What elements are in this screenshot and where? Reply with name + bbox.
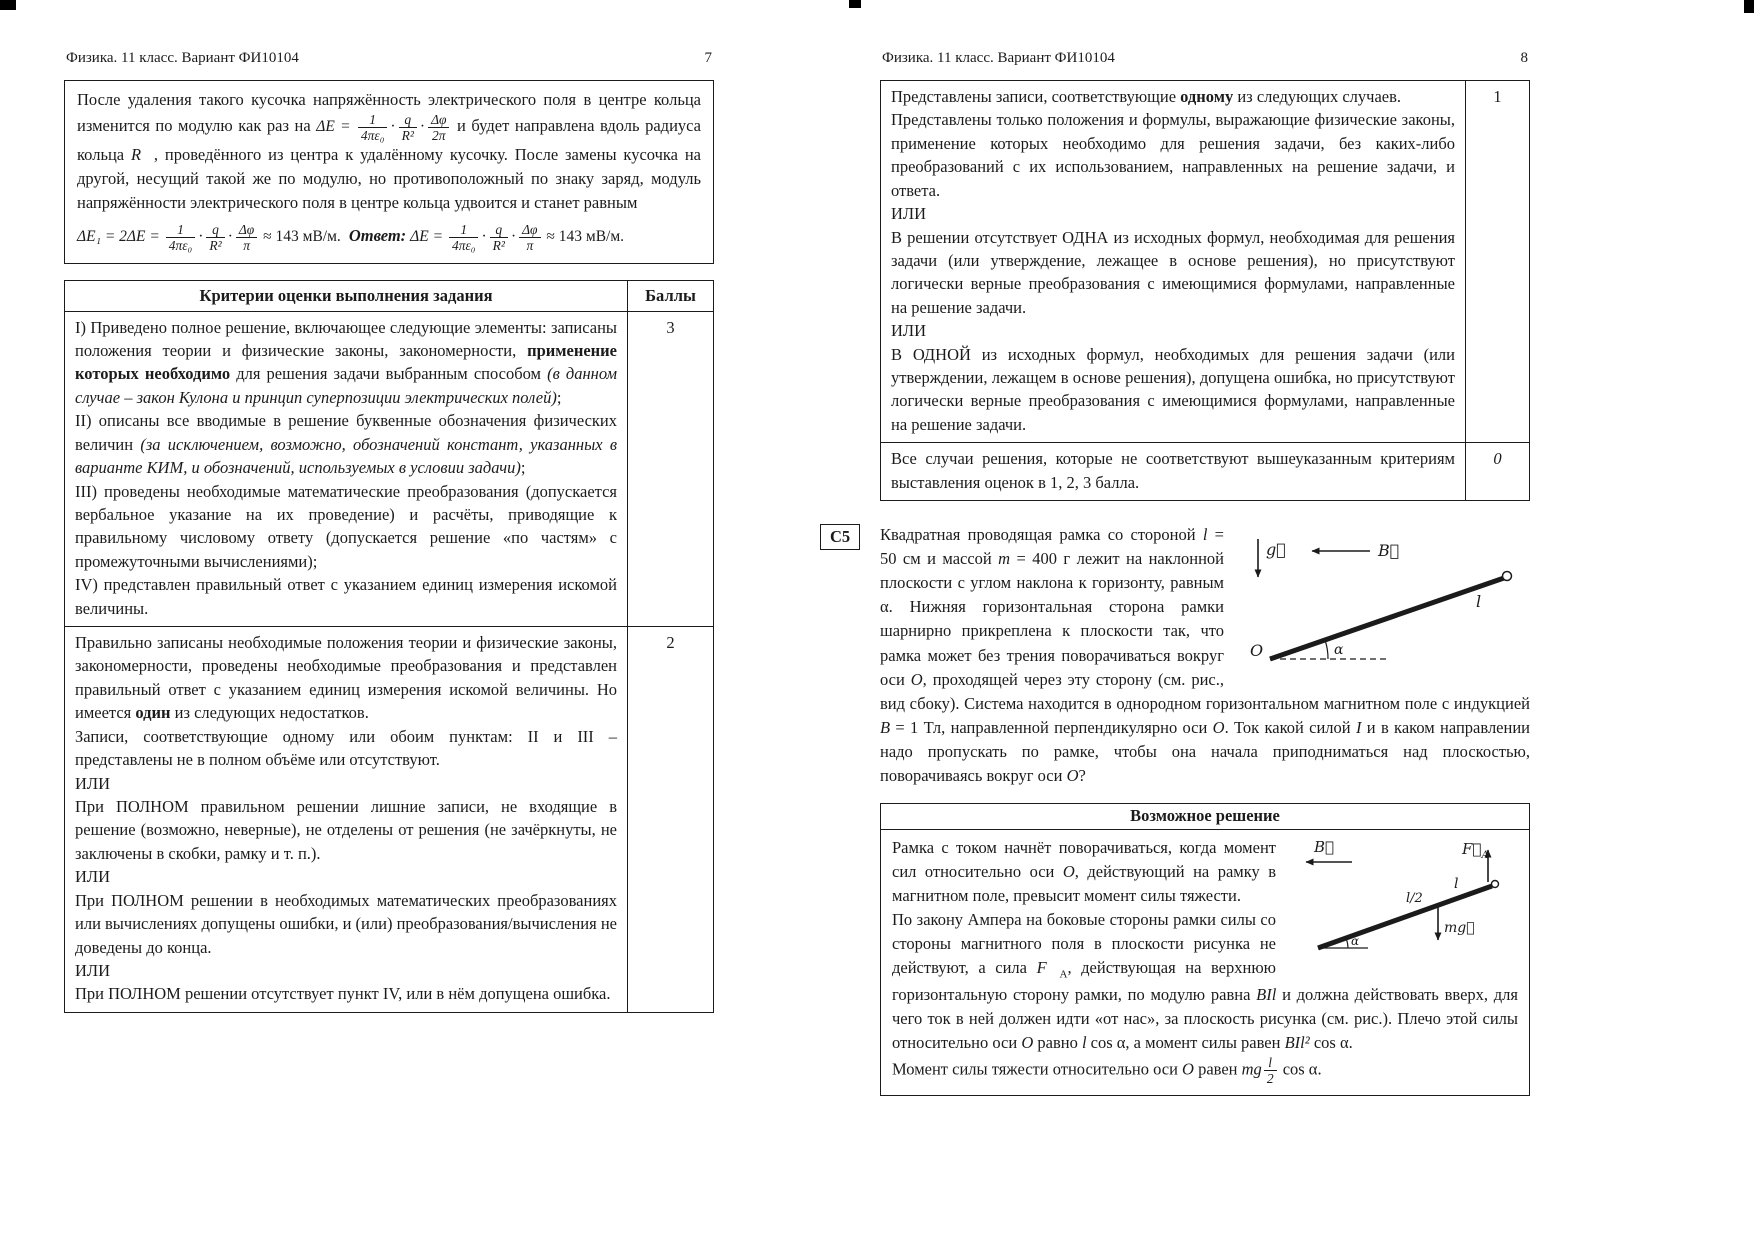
- criteria-item-4: IV) представлен правильный ответ с указанием единиц измерения искомой величины.: [75, 575, 617, 618]
- run: для решения задачи выбранным способом: [230, 364, 548, 384]
- fraction: [519, 222, 540, 253]
- field-vector-label: B⃗: [1378, 541, 1400, 561]
- document-title: Физика. 11 класс. Вариант ФИ10104: [66, 50, 299, 66]
- times-dot: ·: [510, 228, 517, 246]
- angle-arc: [1325, 640, 1328, 659]
- variable: BIl²: [1284, 1032, 1310, 1052]
- run: Представлены записи, соответствующие: [891, 87, 1181, 106]
- run: cos α, а момент силы равен: [1086, 1032, 1285, 1052]
- run: II) описаны все вводимые в решение буквенные обозначения физических величин: [75, 411, 617, 454]
- fraction: [428, 112, 449, 143]
- page-7: [64, 50, 714, 1013]
- run: = 400 г лежит на наклонной плоскости с углом наклона к горизонту, равным α. Нижняя горизонтальная сторона рамки шарнирно прикреплена к плоскости так, что рамка может без трения поворачиваться вокруг оси: [880, 549, 1224, 689]
- page-header: [64, 50, 714, 67]
- variable: O: [910, 669, 923, 689]
- criteria-cell: [65, 627, 628, 1013]
- den: π: [243, 238, 250, 254]
- num: 1: [358, 112, 388, 128]
- criteria-header-row: [65, 281, 714, 311]
- num: 1: [449, 222, 479, 238]
- ampere-force-label: [1461, 840, 1489, 861]
- criteria-row-score-1: [881, 81, 1530, 443]
- run: = 50 см и массой: [880, 525, 1224, 569]
- solution-text: После удаления такого кусочка напряжённость электрического поля в центре кольца изменится по модулю как раз на: [77, 90, 701, 136]
- gravity-vector-label: g⃗: [1266, 540, 1286, 560]
- criteria-row-score-3: [65, 311, 714, 626]
- run: ?: [1078, 765, 1086, 785]
- den: π: [526, 238, 534, 254]
- run: и в каком направлении надо пропускать по рамке, чтобы она начала приподниматься над плоскостью, поворачиваясь вокруг оси: [880, 717, 1530, 785]
- answer-label: Ответ:: [348, 226, 407, 246]
- or-separator: ИЛИ: [75, 867, 111, 887]
- radius-vector-symbol: R⃗: [131, 145, 154, 165]
- den: R²: [209, 238, 222, 254]
- rod-end-circle: [1503, 572, 1512, 581]
- rod-end-circle: [1492, 881, 1499, 888]
- fraction: [1264, 1055, 1277, 1086]
- criteria-paragraph: [891, 85, 1455, 108]
- criteria-paragraph: Записи, соответствующие одному или обоим пунктам: II и III – представлены не в полном объёме или отсутствуют.: [75, 726, 617, 770]
- criteria-cell: [881, 81, 1466, 443]
- num: Δφ: [428, 112, 449, 128]
- run: и должна действовать вверх, для чего ток в ней должен идти «от нас», за плоскость рисунка (см. рис.). Плечо этой силы относительно оси: [892, 984, 1518, 1052]
- criteria-item-3: III) проведены необходимые математические преобразования (допускается вербальное указание на их проведение) и расчёты, приводящие к правильному числовому ответу (допускается решение «по частям» с промежуточными вычислениями);: [75, 481, 617, 571]
- run: ;: [556, 387, 562, 407]
- fraction: [358, 112, 388, 143]
- den: 2: [1266, 1071, 1274, 1087]
- pivot-axis-label: O: [1250, 641, 1264, 661]
- force-subscript: А: [1481, 850, 1489, 862]
- score-value: 1: [1466, 81, 1530, 443]
- run: Правильно записаны необходимые положения теории и физические законы, закономерности, проведены необходимые преобразования и представлен правильный ответ с указанием единиц измерения искомой величины. Но имеется: [75, 633, 617, 723]
- num: Δφ: [236, 222, 257, 238]
- score-value: 2: [628, 627, 714, 1013]
- formula-lhs: ΔE =: [410, 228, 447, 246]
- rod-length-label: l: [1476, 592, 1482, 612]
- task-c5-label: С5: [820, 524, 860, 550]
- criteria-paragraph: При ПОЛНОМ решении отсутствует пункт IV, или в нём допущена ошибка.: [75, 984, 611, 1004]
- frame-rod: [1318, 886, 1492, 948]
- criteria-paragraph: Представлены только положения и формулы, выражающие физические законы, применение которых необходимо для решения задачи, без каких-либо преобразований с их использованием, направленных на решение задачи, и ответа.: [891, 110, 1455, 200]
- variable: BIl: [1256, 984, 1277, 1004]
- num: q: [490, 222, 508, 238]
- page-header: [880, 50, 1530, 67]
- criteria-paragraph: Все случаи решения, которые не соответствуют вышеуказанным критериям выставления оценок в 1, 2, 3 балла.: [891, 449, 1455, 492]
- force-symbol: F⃗: [1462, 840, 1482, 859]
- variable: l: [1202, 525, 1208, 545]
- variable: I: [1355, 717, 1362, 737]
- times-dot: ·: [227, 228, 233, 246]
- formula-result: ≈ 143 мВ/м.: [542, 228, 625, 246]
- run: ;: [520, 458, 526, 478]
- run: . Ток какой силой: [1224, 717, 1356, 737]
- run-bold: применение которых необходимо: [75, 340, 617, 384]
- num: 1: [166, 222, 196, 238]
- score-value: 3: [628, 311, 714, 626]
- num: q: [206, 222, 224, 238]
- den: 4πε₀: [168, 238, 193, 254]
- run: , действующий на рамку в магнитном поле, превысит момент силы тяжести.: [892, 862, 1276, 906]
- or-separator: ИЛИ: [891, 321, 927, 341]
- run: = 1 Тл, направленной перпендикулярно оси: [890, 717, 1213, 737]
- document-title: Физика. 11 класс. Вариант ФИ10104: [882, 50, 1115, 66]
- run: Рамка с током начнёт поворачиваться, когда момент сил относительно оси: [892, 838, 1276, 882]
- variable: O: [1182, 1059, 1194, 1079]
- fraction: [449, 222, 479, 253]
- times-dot: ·: [390, 118, 396, 136]
- task-c5-statement: [880, 523, 1530, 788]
- formula-lhs: ΔE =: [316, 118, 356, 136]
- fraction: [236, 222, 257, 253]
- times-dot: ·: [481, 228, 487, 246]
- criteria-paragraph: В ОДНОЙ из исходных формул, необходимых для решения задачи (или утверждении, лежащем в основе решения), допущена ошибка, но присутствуют логически верные преобразования с имеющимися формулами, направленные на решение задачи.: [891, 344, 1455, 434]
- problem-diagram: [1238, 525, 1530, 677]
- fraction: [399, 112, 417, 143]
- frame-rod: [1270, 578, 1504, 659]
- times-dot: ·: [419, 118, 426, 136]
- den: 2π: [432, 128, 446, 144]
- variable: F⃗: [1036, 958, 1060, 978]
- rod-length-label: l: [1454, 876, 1459, 893]
- angle-label: α: [1351, 934, 1360, 949]
- formula-delta-e1: [77, 221, 341, 254]
- den: R²: [492, 238, 505, 254]
- score-value: 0: [1466, 443, 1530, 501]
- angle-label: α: [1334, 642, 1344, 659]
- run: Квадратная проводящая рамка со стороной: [880, 525, 1203, 545]
- criteria-column-header: Критерии оценки выполнения задания: [65, 281, 628, 311]
- run: По закону Ампера на боковые стороны рамки силы со стороны магнитного поля в плоскости рисунка не действуют, а сила: [892, 910, 1276, 978]
- or-separator: ИЛИ: [75, 773, 111, 793]
- variable: O: [1062, 862, 1075, 882]
- possible-solution-body: [881, 830, 1529, 1095]
- criteria-row-score-0: [881, 443, 1530, 501]
- fraction: [166, 222, 196, 253]
- run: , действующая на верхнюю горизонтальную сторону рамки, по модулю равна: [892, 958, 1276, 1004]
- run-bold: одному: [1180, 87, 1234, 106]
- formula-lhs: ΔE₁ = 2ΔE =: [77, 228, 164, 246]
- score-column-header: Баллы: [628, 281, 714, 311]
- variable: O: [1021, 1032, 1034, 1052]
- run: равен: [1193, 1059, 1242, 1079]
- num: q: [399, 112, 417, 128]
- formula-answer: [410, 221, 625, 254]
- variable-subscript: А: [1059, 968, 1068, 981]
- variable: B: [880, 717, 891, 737]
- possible-solution-box: [880, 803, 1530, 1096]
- or-separator: ИЛИ: [75, 960, 111, 980]
- scan-artifact: [849, 0, 861, 8]
- criteria-item-2: [75, 409, 617, 479]
- run-italic: (в данном случае – закон Кулона и принцип суперпозиции электрических полей): [75, 364, 617, 407]
- num: l: [1264, 1055, 1277, 1071]
- criteria-table-continued: [880, 80, 1530, 501]
- solution-diagram: [1290, 838, 1518, 966]
- variable: m: [998, 549, 1011, 569]
- solution-text: , проведённого из центра к удалённому кусочку. После замены кусочка на другой, несущий такой же по модулю, но противоположный по знаку заряд, модуль напряжённости электрического поля в центре кольца удвоится и станет равным: [77, 145, 701, 212]
- run: , проходящей через эту сторону (см. рис., вид сбоку). Система находится в однородном горизонтальном магнитном поле с индукцией: [880, 669, 1530, 713]
- possible-solution-title: Возможное решение: [881, 804, 1529, 830]
- scan-artifact: [1744, 0, 1754, 13]
- run: I) Приведено полное решение, включающее следующие элементы: записаны положения теории и физические законы, закономерности,: [75, 317, 617, 360]
- den: R²: [401, 128, 414, 144]
- criteria-row-score-2: [65, 627, 714, 1013]
- scan-artifact: [0, 0, 16, 10]
- criteria-cell: [881, 443, 1466, 501]
- solution-continuation-block: [64, 80, 714, 264]
- page-number: 8: [1520, 50, 1528, 66]
- variable: O: [1212, 717, 1225, 737]
- run: равно: [1033, 1032, 1082, 1052]
- criteria-item-1: [75, 316, 617, 410]
- run: Момент силы тяжести относительно оси: [892, 1059, 1183, 1079]
- criteria-table: [64, 280, 714, 1013]
- task-c5: [830, 523, 1530, 788]
- half-length-label: l/2: [1406, 891, 1423, 907]
- gravity-force-label: mg⃗: [1444, 920, 1475, 937]
- page-number: 7: [704, 50, 712, 66]
- variable: O: [1066, 765, 1079, 785]
- fraction: [490, 222, 508, 253]
- run-italic: (за исключением, возможно, обозначений констант, указанных в варианте КИМ, и обозначений, используемых в условии задачи): [75, 434, 618, 478]
- result-formula-line: [77, 222, 701, 253]
- criteria-paragraph: В решении отсутствует ОДНА из исходных формул, необходимая для решения задачи (или утверждение, лежащее в основе решения), но присутствуют логически верные преобразования с имеющимися формулами, направленные на решение задачи.: [891, 227, 1455, 317]
- formula-result: ≈ 143 мВ/м.: [259, 228, 341, 246]
- run-bold: один: [135, 703, 171, 723]
- variable: mg: [1241, 1059, 1262, 1079]
- solution-paragraph: [892, 1055, 1518, 1086]
- den: 4πε₀: [360, 128, 385, 144]
- field-vector-label: B⃗: [1314, 838, 1335, 857]
- solution-text: и будет направлена вдоль радиуса кольца: [77, 116, 702, 165]
- fraction: [206, 222, 224, 253]
- den: 4πε₀: [451, 238, 476, 254]
- times-dot: ·: [198, 228, 204, 246]
- run: из следующих недостатков.: [170, 703, 369, 723]
- num: Δφ: [519, 222, 540, 238]
- criteria-paragraph: При ПОЛНОМ правильном решении лишние записи, не входящие в решение (возможно, неверные), не отделены от решения (не зачёркнуты, не заключены в скобки, рамку и т. п.).: [75, 796, 617, 863]
- run: cos α.: [1278, 1059, 1322, 1079]
- run: из следующих случаев.: [1233, 87, 1402, 106]
- or-separator: ИЛИ: [891, 204, 927, 224]
- page-8: [830, 50, 1530, 1096]
- variable: l: [1081, 1032, 1087, 1052]
- run: cos α.: [1309, 1032, 1353, 1052]
- criteria-paragraph: При ПОЛНОМ решении в необходимых математических преобразованиях или вычислениях допущены ошибки, и (или) преобразования/вычисления не доведены до конца.: [75, 890, 618, 957]
- criteria-cell: [65, 311, 628, 626]
- criteria-paragraph: [75, 631, 617, 725]
